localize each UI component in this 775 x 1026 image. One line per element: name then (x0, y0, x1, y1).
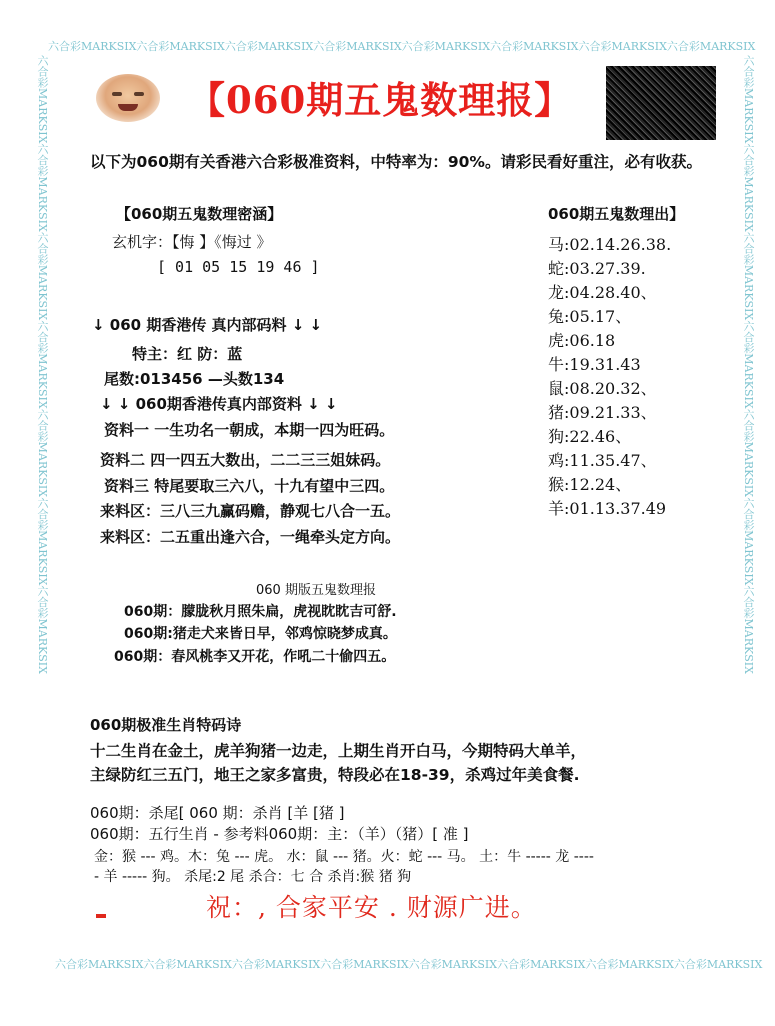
kill-line: 060期：杀尾[ 060 期：杀肖 [羊 [猪 ] (90, 804, 345, 822)
data-heading: ↓ ↓ 060期香港传真内部资料 ↓ ↓ (100, 395, 338, 413)
right-section-heading: 060期五鬼数理出】 (548, 205, 685, 223)
intro-text: 以下为060期有关香港六合彩极准资料，中特率为：90%。请彩民看好重注，必有收获。 (90, 153, 702, 171)
watermark-top: 六合彩MARKSIX六合彩MARKSIX六合彩MARKSIX六合彩MARKSIX六合彩MARKSIX六合彩MARKSIX六合彩MARKSIX六合彩MARKSIX (48, 40, 756, 52)
avatar-photo (96, 74, 160, 122)
zodiac-line: 猪:09.21.33、 (548, 403, 657, 422)
data-item: 资料一 一生功名一朝成，本期一四为旺码。 (104, 421, 395, 439)
zodiac-line: 牛:19.31.43 (548, 355, 641, 374)
avatar-eye-right (134, 92, 144, 96)
watermark-right: 六合彩MARKSIX六合彩MARKSIX六合彩MARKSIX六合彩MARKSIX六合彩MARKSIX六合彩MARKSIX六合彩MARKSIX (742, 55, 755, 674)
zodiac-line: 马:02.14.26.38. (548, 235, 672, 254)
zodiac-line: 虎:06.18 (548, 331, 616, 350)
special-poem-heading: 060期极准生肖特码诗 (90, 716, 242, 734)
poem-line: 060期：朦胧秋月照朱扁，虎视眈眈吉可舒. (124, 604, 397, 620)
poem-heading: 060 期版五鬼数理报 (256, 583, 376, 598)
zodiac-line: 龙:04.28.40、 (548, 283, 657, 302)
zodiac-line: 蛇:03.27.39. (548, 259, 646, 278)
five-elements-line: 060期：五行生肖 - 参考料060期：主：（羊）（猪）[ 准 ] (90, 825, 469, 843)
data-item: 来料区：二五重出逢六合，一绳牵头定方向。 (100, 528, 401, 546)
zodiac-line: 兔:05.17、 (548, 307, 632, 326)
avatar-eye-left (112, 92, 122, 96)
poem-line: 060期:猪走犬来皆日早，邻鸡惊晓梦成真。 (124, 626, 397, 642)
zodiac-line: 鼠:08.20.32、 (548, 379, 657, 398)
inside-heading: ↓ 060 期香港传 真内部码料 ↓ ↓ (92, 316, 323, 334)
special-line: 特主：红 防：蓝 (132, 345, 243, 363)
zodiac-line: 羊:01.13.37.49 (548, 499, 667, 518)
zodiac-line: 鸡:11.35.47、 (548, 451, 657, 470)
special-poem-line: 主绿防红三五门，地王之家多富贵，特段必在18-39，杀鸡过年美食餐. (90, 766, 580, 784)
poem-line: 060期：春风桃李又开花，作吼二十偷四五。 (114, 649, 396, 665)
elements-line: - 羊 ----- 狗。 杀尾:2 尾 杀合：七 合 杀肖:猴 猪 狗 (94, 869, 412, 885)
data-item: 来料区：三八三九赢码赡，静观七八合一五。 (100, 502, 401, 520)
riddle-line: 玄机字：【悔 】《悔过 》 (112, 233, 272, 251)
data-item: 资料二 四一四五大数出，二二三三姐妹码。 (100, 451, 391, 469)
blessing-text: 祝：, 合家平安 . 财源广进。 (206, 893, 537, 922)
page-title: 【060期五鬼数理报】 (188, 78, 573, 122)
zodiac-line: 猴:12.24、 (548, 475, 632, 494)
elements-line: 金：猴 --- 鸡。木：兔 --- 虎。 水：鼠 --- 猪。火：蛇 --- 马。 土：牛 ----- 龙 ---- (94, 849, 594, 865)
avatar-mouth (118, 104, 138, 111)
special-poem-line: 十二生肖在金土，虎羊狗猪一边走，上期生肖开白马，今期特码大单羊， (90, 742, 587, 760)
qr-code-image (606, 66, 716, 140)
tail-line: 尾数:013456 —头数134 (104, 370, 285, 388)
left-section-heading: 【060期五鬼数理密涵】 (116, 205, 283, 223)
data-item: 资料三 特尾要取三六八，十九有望中三四。 (104, 477, 395, 495)
numbers-line: [ 01 05 15 19 46 ] (157, 258, 320, 276)
watermark-left: 六合彩MARKSIX六合彩MARKSIX六合彩MARKSIX六合彩MARKSIX六合彩MARKSIX六合彩MARKSIX六合彩MARKSIX (36, 55, 49, 674)
watermark-bottom: 六合彩MARKSIX六合彩MARKSIX六合彩MARKSIX六合彩MARKSIX六合彩MARKSIX六合彩MARKSIX六合彩MARKSIX六合彩MARKSIX (55, 958, 763, 970)
zodiac-line: 狗:22.46、 (548, 427, 632, 446)
red-mark (96, 914, 106, 918)
